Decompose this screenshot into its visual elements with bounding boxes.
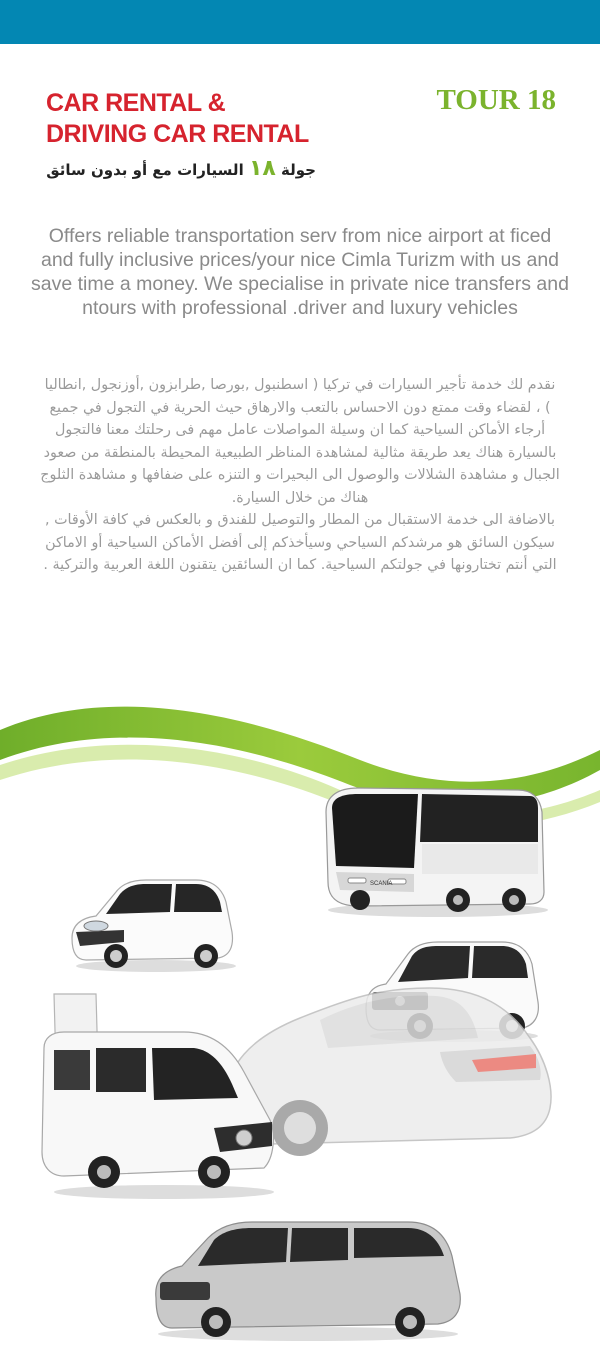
bus-badge: SCANIA (370, 881, 393, 887)
arabic-subtitle-rest: السيارات مع أو بدون سائق (46, 161, 244, 179)
tour-number-label: TOUR 18 (436, 84, 556, 116)
arabic-subtitle-number: ١٨ (248, 156, 276, 181)
title-line-1: CAR RENTAL & (46, 89, 226, 117)
title-line-2: DRIVING CAR RENTAL (46, 120, 309, 148)
arabic-paragraph-2: بالاضافة الى خدمة الاستقبال من المطار والتوصيل للفندق و بالعكس في كافة الأوقات , سيكون السائق هو مرشدكم السياحي وسيأخذكم إلى أفضل الأماكن السياحية أو الاماكن التي أنتم تختارونها في جولتكم السياحية. كما ان السائقين يتقنون اللغة العربية والتركية . (43, 512, 557, 573)
arabic-description (40, 374, 560, 577)
page-title (46, 88, 309, 150)
arabic-subtitle (46, 156, 316, 181)
arabic-subtitle-word: جولة (281, 161, 316, 179)
bus-image (318, 782, 550, 918)
arabic-paragraph-1: نقدم لك خدمة تأجير السيارات في تركيا ( اسطنبول ,بورصا ,طرابزون ,أوزنجول ,انطاليا ) ، لقضاء وقت ممتع دون الاحساس بالتعب والارهاق حيث الحرية في التجول في جميع أرجاء الأماكن السياحية كما ان وسيلة المواصلات عامل مهم فى رحلتك معنا فالتجول بالسيارة هناك يعد طريقة مثالية لمشاهدة المناظر الطبيعية المحيطة بالمنطقة من صعود الجبال و مشاهدة الشلالات والوصول الى البحيرات و التنزه على ضفافها و مشاهدة الثلوج هناك من خلال السيارة. (40, 377, 560, 506)
english-description: Offers reliable transportation serv from nice airport at ficed and fully inclusive prices/your nice Cimla Turizm with us and save time a money. We specialise in private nice transfers and ntours with professional .driver and luxury vehicles (31, 225, 569, 319)
hatchback-car-image (66, 872, 238, 972)
top-header-bar (0, 0, 600, 44)
minivan-image (148, 1210, 466, 1342)
van-open-door-image (34, 988, 280, 1202)
